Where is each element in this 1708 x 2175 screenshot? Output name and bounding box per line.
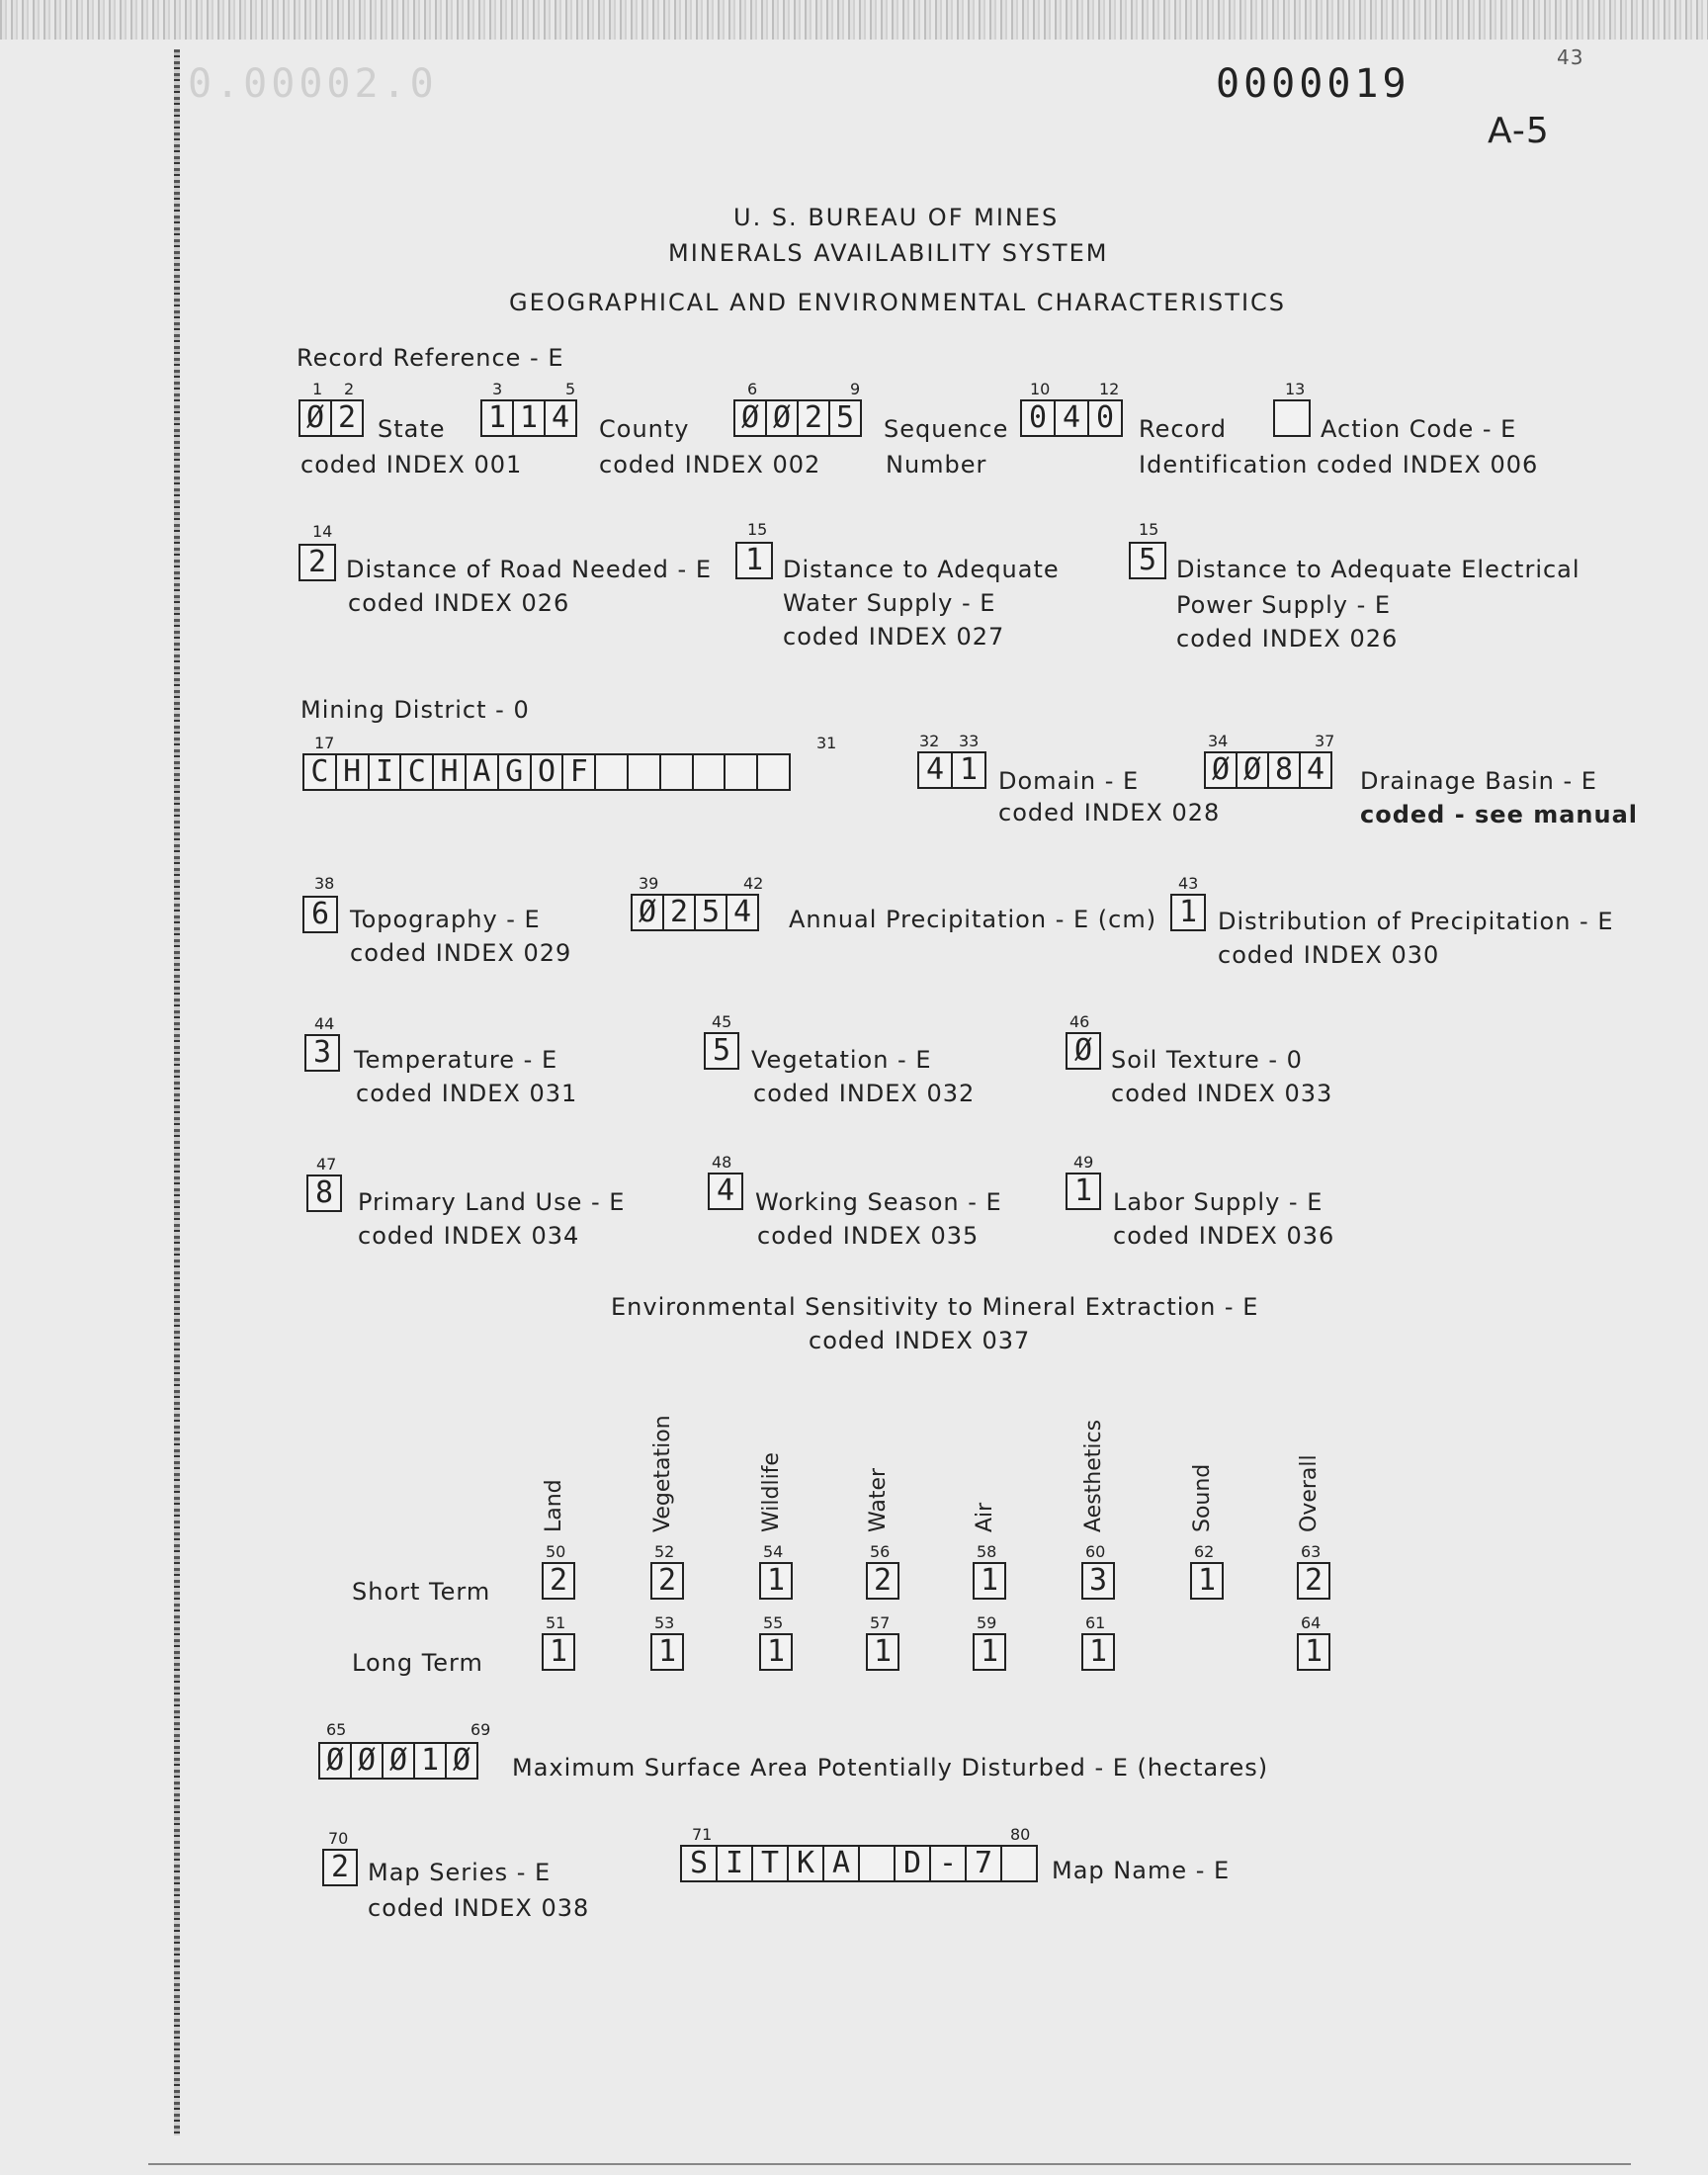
temperature-box-cell: 3	[312, 1035, 332, 1070]
short-col-num: 50	[546, 1542, 566, 1561]
short-term-sound-box[interactable]	[1190, 1562, 1224, 1600]
water-distance-label: Distance to Adequate	[783, 556, 1060, 583]
scan-bottom-edge	[148, 2163, 1631, 2165]
state-col-start: 1	[312, 380, 323, 398]
mining-district-box-cell: C	[304, 755, 337, 789]
short-term-air-box-cell: 1	[980, 1563, 999, 1598]
short-term-overall-box[interactable]	[1297, 1562, 1330, 1600]
road-distance-label: Distance of Road Needed - E	[346, 556, 712, 583]
long-term-overall-box[interactable]	[1297, 1633, 1330, 1671]
labor-supply-index: coded INDEX 036	[1113, 1222, 1335, 1250]
drainage-basin-box-cell: 4	[1306, 752, 1325, 787]
sequence-number-box-cell: Ø	[767, 401, 799, 435]
short-col-num: 62	[1194, 1542, 1215, 1561]
page-number: 43	[1557, 45, 1584, 69]
precip-distribution-label: Distribution of Precipitation - E	[1218, 908, 1614, 935]
sensitivity-col-vegetation: Vegetation	[650, 1415, 675, 1532]
map-series-box-cell: 2	[330, 1850, 350, 1884]
annual-precipitation-box-cell: Ø	[633, 896, 664, 929]
temperature-label: Temperature - E	[354, 1046, 558, 1074]
map-name-box-cell: K	[789, 1847, 824, 1880]
short-term-air-box[interactable]	[973, 1562, 1006, 1600]
action-code-label: Action Code - E	[1321, 415, 1517, 443]
drainage-basin-box[interactable]	[1204, 751, 1332, 789]
county-index-label: coded INDEX 002	[599, 451, 821, 478]
map-name-box-cell: 7	[967, 1847, 1002, 1880]
working-season-box[interactable]	[708, 1173, 743, 1210]
topography-col: 38	[314, 874, 335, 893]
surface-area-box-cell: Ø	[384, 1744, 415, 1778]
short-term-land-box-cell: 2	[549, 1563, 568, 1598]
long-term-aesthetics-box-cell: 1	[1088, 1634, 1108, 1669]
mining-district-box-cell: O	[532, 755, 564, 789]
long-col-num: 59	[977, 1613, 997, 1632]
long-term-water-box[interactable]	[866, 1633, 899, 1671]
sensitivity-col-overall: Overall	[1297, 1454, 1322, 1532]
long-term-air-box[interactable]	[973, 1633, 1006, 1671]
map-name-box-cell: A	[824, 1847, 860, 1880]
sequence-col-start: 6	[747, 380, 758, 398]
long-term-wildlife-box-cell: 1	[766, 1634, 786, 1669]
vegetation-label: Vegetation - E	[751, 1046, 932, 1074]
surface-col-end: 69	[470, 1720, 491, 1739]
annual-precipitation-box-cell: 2	[664, 896, 696, 929]
short-term-label: Short Term	[352, 1578, 491, 1606]
state-code-box[interactable]	[299, 399, 364, 437]
mining-district-box-cell: I	[370, 755, 402, 789]
drainage-basin-box-cell: Ø	[1238, 753, 1269, 787]
record-id-box[interactable]	[1020, 399, 1123, 437]
map-name-box-cell: D	[896, 1847, 931, 1880]
topography-label: Topography - E	[350, 906, 541, 933]
long-term-overall-box-cell: 1	[1304, 1634, 1324, 1669]
scan-binding-edge	[174, 49, 180, 2135]
map-name-box-cell	[860, 1847, 896, 1880]
precip-distribution-box-cell: 1	[1178, 895, 1198, 929]
record-col-start: 10	[1030, 380, 1051, 398]
domain-box[interactable]	[917, 751, 986, 789]
long-term-land-box-cell: 1	[549, 1634, 568, 1669]
short-term-wildlife-box[interactable]	[759, 1562, 793, 1600]
action-index-label: coded INDEX 006	[1317, 451, 1539, 478]
long-term-air-box-cell: 1	[980, 1634, 999, 1669]
water-index-label: coded INDEX 027	[783, 623, 1005, 651]
road-distance-box[interactable]	[299, 544, 336, 581]
sequence-sub-label: Number	[886, 451, 987, 478]
map-name-box-cell	[1002, 1847, 1036, 1880]
county-code-box[interactable]	[480, 399, 577, 437]
long-term-land-box[interactable]	[542, 1633, 575, 1671]
annual-precipitation-box[interactable]	[631, 894, 759, 931]
surface-area-box-cell: Ø	[320, 1744, 352, 1778]
long-term-water-box-cell: 1	[873, 1634, 893, 1669]
mining-district-box-cell: A	[467, 755, 499, 789]
annual-precipitation-box-cell: 4	[732, 895, 752, 929]
road-distance-box-cell: 2	[307, 545, 327, 579]
water-distance-box[interactable]	[735, 542, 773, 579]
short-col-num: 52	[654, 1542, 675, 1561]
long-col-num: 64	[1301, 1613, 1322, 1632]
form-id: A-5	[1488, 111, 1550, 151]
water-supply-label: Water Supply - E	[783, 589, 996, 617]
sensitivity-title: Environmental Sensitivity to Mineral Extraction - E	[611, 1293, 1259, 1321]
mining-district-label: Mining District - 0	[300, 696, 530, 724]
long-term-wildlife-box[interactable]	[759, 1633, 793, 1671]
surface-col-start: 65	[326, 1720, 347, 1739]
county-label: County	[599, 415, 690, 443]
working-season-label: Working Season - E	[755, 1188, 1002, 1216]
sensitivity-col-wildlife: Wildlife	[759, 1452, 784, 1532]
district-col-end: 31	[816, 734, 837, 752]
map-name-box-cell: -	[931, 1847, 967, 1880]
county-code-box-cell: 1	[482, 401, 514, 435]
working-season-box-cell: 4	[716, 1174, 735, 1208]
record-id-box-cell: 4	[1056, 401, 1089, 435]
land-use-box[interactable]	[306, 1174, 342, 1212]
drainage-basin-box-cell: Ø	[1206, 753, 1238, 787]
state-code-box-cell: Ø	[300, 401, 332, 435]
working-season-index: coded INDEX 035	[757, 1222, 980, 1250]
topography-box[interactable]	[302, 896, 338, 933]
map-name-box-cell: T	[753, 1847, 789, 1880]
season-col: 48	[712, 1153, 732, 1172]
mining-district-box-cell	[726, 755, 758, 789]
system-title: MINERALS AVAILABILITY SYSTEM	[668, 239, 1109, 267]
land-use-label: Primary Land Use - E	[358, 1188, 626, 1216]
labor-supply-box[interactable]	[1066, 1173, 1101, 1210]
short-term-aesthetics-box[interactable]	[1081, 1562, 1115, 1600]
map-name-col-end: 80	[1010, 1825, 1031, 1844]
mining-district-box-cell	[661, 755, 694, 789]
domain-index-label: coded INDEX 028	[998, 799, 1221, 826]
district-col-start: 17	[314, 734, 335, 752]
long-col-num: 53	[654, 1613, 675, 1632]
power-distance-box[interactable]	[1129, 542, 1166, 579]
road-col: 14	[312, 522, 333, 541]
precip-distribution-box[interactable]	[1170, 894, 1206, 931]
drainage-sub-label: coded - see manual	[1360, 801, 1639, 828]
record-label: Record	[1139, 415, 1227, 443]
vegetation-box[interactable]	[704, 1032, 739, 1070]
mining-district-box-cell	[596, 755, 629, 789]
long-term-label: Long Term	[352, 1649, 483, 1677]
mining-district-box-cell: C	[401, 755, 434, 789]
long-col-num: 51	[546, 1613, 566, 1632]
state-code-box-cell: 2	[337, 400, 357, 435]
short-term-vegetation-box[interactable]	[650, 1562, 684, 1600]
long-col-num: 55	[763, 1613, 784, 1632]
soil-col: 46	[1069, 1012, 1090, 1031]
soil-index-label: coded INDEX 033	[1111, 1080, 1333, 1107]
sensitivity-col-land: Land	[542, 1479, 566, 1532]
state-col-end: 2	[344, 380, 355, 398]
mining-district-box-cell	[758, 755, 789, 789]
map-name-label: Map Name - E	[1052, 1857, 1231, 1884]
surface-area-box-cell: Ø	[352, 1744, 384, 1778]
short-col-num: 56	[870, 1542, 891, 1561]
state-label: State	[378, 415, 446, 443]
drainage-basin-label: Drainage Basin - E	[1360, 767, 1597, 795]
temperature-index-label: coded INDEX 031	[356, 1080, 578, 1107]
surface-area-box-cell: 1	[415, 1744, 447, 1778]
soil-texture-box-cell: Ø	[1073, 1033, 1093, 1068]
record-id-box-cell: 0	[1022, 401, 1056, 435]
short-term-land-box[interactable]	[542, 1562, 575, 1600]
temperature-box[interactable]	[304, 1034, 340, 1072]
county-col-end: 5	[565, 380, 576, 398]
map-series-box[interactable]	[322, 1849, 358, 1886]
precip-col-start: 39	[639, 874, 659, 893]
mining-district-box-cell	[629, 755, 661, 789]
short-col-num: 58	[977, 1542, 997, 1561]
short-term-aesthetics-box-cell: 3	[1088, 1563, 1108, 1598]
long-term-aesthetics-box[interactable]	[1081, 1633, 1115, 1671]
action-code-box[interactable]	[1273, 399, 1311, 437]
domain-box-cell: 1	[959, 752, 979, 787]
record-sub-label: Identification	[1139, 451, 1309, 478]
power-supply-label: Power Supply - E	[1176, 591, 1392, 619]
map-name-box-cell: I	[718, 1847, 753, 1880]
short-term-sound-box-cell: 1	[1197, 1563, 1217, 1598]
annual-precipitation-box-cell: 5	[696, 896, 727, 929]
vegetation-index-label: coded INDEX 032	[753, 1080, 976, 1107]
map-name-box-cell: S	[682, 1847, 718, 1880]
labor-supply-box-cell: 1	[1073, 1174, 1093, 1208]
map-name-col-start: 71	[692, 1825, 713, 1844]
sensitivity-index-label: coded INDEX 037	[809, 1327, 1031, 1354]
sequence-label: Sequence	[884, 415, 1009, 443]
sequence-col-end: 9	[850, 380, 861, 398]
topography-index-label: coded INDEX 029	[350, 939, 572, 967]
scan-top-edge	[0, 0, 1708, 40]
long-term-vegetation-box[interactable]	[650, 1633, 684, 1671]
drainage-col-start: 34	[1208, 732, 1229, 750]
labor-supply-label: Labor Supply - E	[1113, 1188, 1324, 1216]
map-series-col: 70	[328, 1829, 349, 1848]
domain-box-cell: 4	[919, 753, 953, 787]
short-col-num: 54	[763, 1542, 784, 1561]
sensitivity-col-water: Water	[866, 1467, 891, 1532]
sequence-number-box[interactable]	[733, 399, 862, 437]
domain-col-end: 33	[959, 732, 980, 750]
precip-dist-col: 43	[1178, 874, 1199, 893]
power-index-label: coded INDEX 026	[1176, 625, 1399, 652]
surface-area-label: Maximum Surface Area Potentially Disturbed - E (hectares)	[512, 1754, 1269, 1782]
domain-label: Domain - E	[998, 767, 1140, 795]
document-number: 0000019	[1216, 61, 1410, 107]
vegetation-col: 45	[712, 1012, 732, 1031]
surface-area-box[interactable]	[318, 1742, 478, 1780]
short-term-water-box-cell: 2	[873, 1563, 893, 1598]
long-col-num: 57	[870, 1613, 891, 1632]
short-col-num: 63	[1301, 1542, 1322, 1561]
precip-col-end: 42	[743, 874, 764, 893]
soil-texture-box[interactable]	[1066, 1032, 1101, 1070]
labor-col: 49	[1073, 1153, 1094, 1172]
bleed-through-number: 0.00002.0	[188, 61, 438, 107]
land-use-col: 47	[316, 1155, 337, 1174]
sensitivity-col-air: Air	[973, 1502, 997, 1532]
land-use-box-cell: 8	[314, 1175, 334, 1210]
mining-district-box[interactable]	[302, 753, 791, 791]
road-index-label: coded INDEX 026	[348, 589, 570, 617]
record-id-box-cell: 0	[1095, 400, 1115, 435]
surface-area-box-cell: Ø	[452, 1743, 471, 1778]
sensitivity-col-aesthetics: Aesthetics	[1081, 1419, 1106, 1532]
record-col-end: 12	[1099, 380, 1120, 398]
record-reference-label: Record Reference - E	[297, 344, 564, 372]
state-index-label: coded INDEX 001	[300, 451, 523, 478]
temperature-col: 44	[314, 1014, 335, 1033]
county-code-box-cell: 4	[551, 400, 570, 435]
vegetation-box-cell: 5	[712, 1033, 731, 1068]
sequence-number-box-cell: Ø	[735, 401, 767, 435]
power-distance-label: Distance to Adequate Electrical	[1176, 556, 1580, 583]
short-term-water-box[interactable]	[866, 1562, 899, 1600]
annual-precipitation-label: Annual Precipitation - E (cm)	[789, 906, 1157, 933]
drainage-col-end: 37	[1315, 732, 1335, 750]
mining-district-box-cell: F	[563, 755, 596, 789]
action-code-box-cell	[1275, 401, 1309, 435]
county-code-box-cell: 1	[514, 401, 546, 435]
drainage-basin-box-cell: 8	[1269, 753, 1301, 787]
map-series-index: coded INDEX 038	[368, 1894, 590, 1922]
mining-district-box-cell	[694, 755, 726, 789]
precip-distribution-index: coded INDEX 030	[1218, 941, 1440, 969]
sequence-number-box-cell: 2	[799, 401, 830, 435]
sensitivity-col-sound: Sound	[1190, 1463, 1215, 1532]
power-distance-box-cell: 5	[1138, 543, 1157, 577]
short-term-wildlife-box-cell: 1	[766, 1563, 786, 1598]
short-term-vegetation-box-cell: 2	[657, 1563, 677, 1598]
long-col-num: 61	[1085, 1613, 1106, 1632]
long-term-vegetation-box-cell: 1	[657, 1634, 677, 1669]
land-use-index-label: coded INDEX 034	[358, 1222, 580, 1250]
mining-district-box-cell: G	[499, 755, 532, 789]
domain-col-start: 32	[919, 732, 940, 750]
action-col: 13	[1285, 380, 1306, 398]
map-series-label: Map Series - E	[368, 1859, 552, 1886]
soil-texture-label: Soil Texture - 0	[1111, 1046, 1303, 1074]
power-col: 15	[1139, 520, 1159, 539]
county-col-start: 3	[492, 380, 503, 398]
mining-district-box-cell: H	[434, 755, 467, 789]
mining-district-box-cell: H	[337, 755, 370, 789]
form-title: GEOGRAPHICAL AND ENVIRONMENTAL CHARACTERISTICS	[509, 289, 1287, 316]
water-distance-box-cell: 1	[744, 543, 764, 577]
map-name-box[interactable]	[680, 1845, 1038, 1882]
sequence-number-box-cell: 5	[835, 400, 855, 435]
topography-box-cell: 6	[310, 897, 330, 931]
water-col: 15	[747, 520, 768, 539]
short-term-overall-box-cell: 2	[1304, 1563, 1324, 1598]
short-col-num: 60	[1085, 1542, 1106, 1561]
agency-title: U. S. BUREAU OF MINES	[733, 204, 1060, 231]
